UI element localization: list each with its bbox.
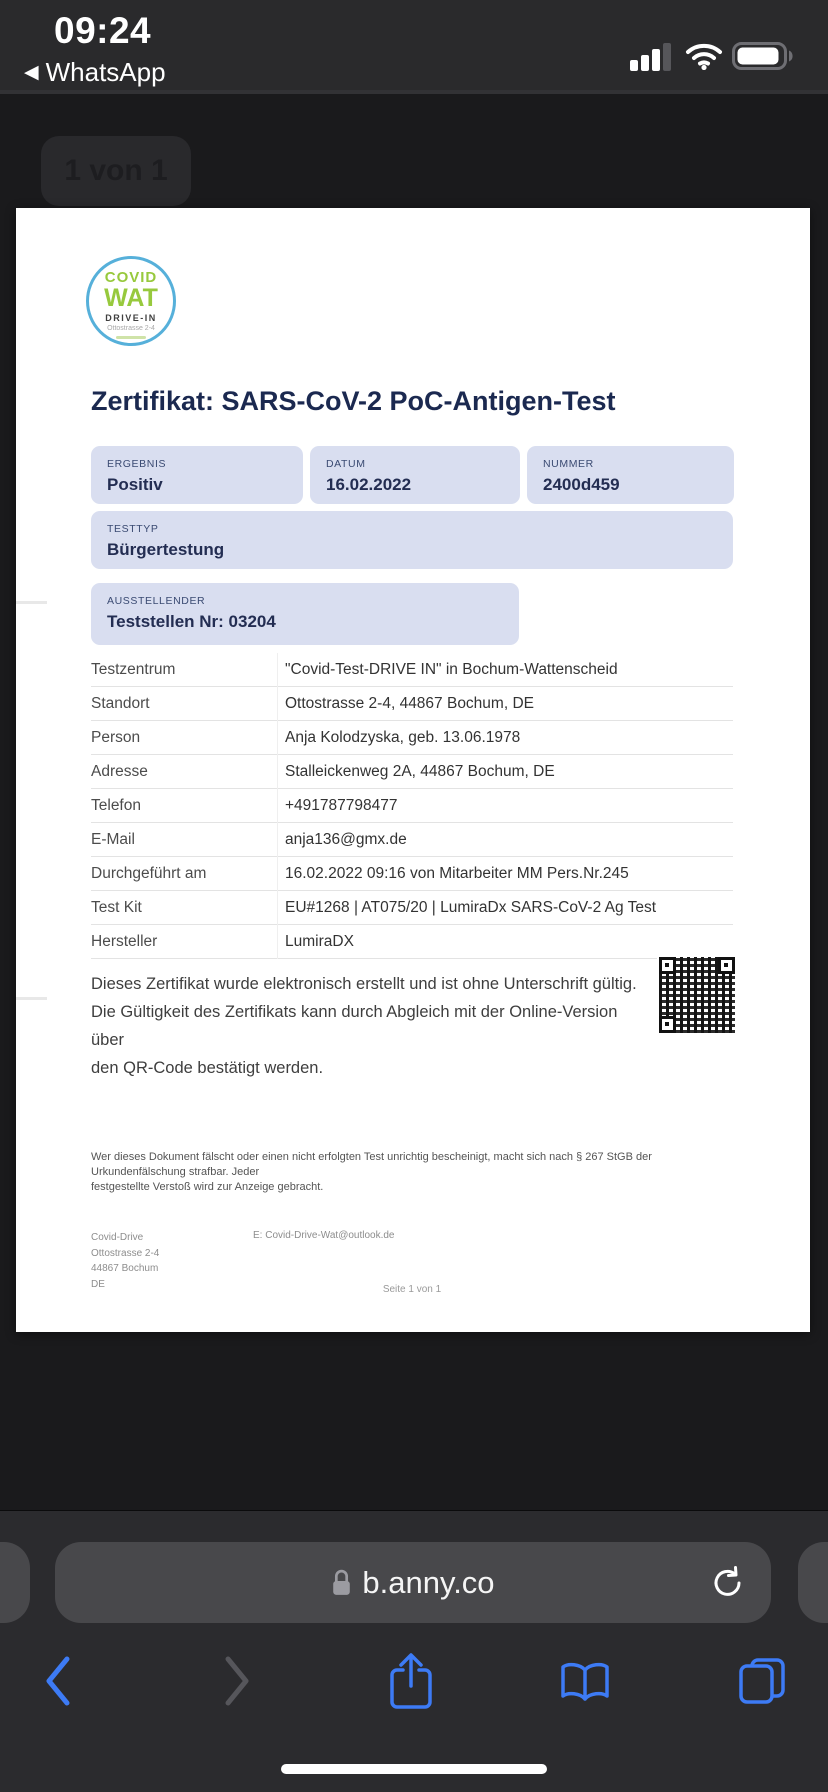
table-row	[91, 687, 733, 721]
row-value: Anja Kolodzyska, geb. 13.06.1978	[285, 728, 521, 746]
chevron-right-icon	[222, 1655, 252, 1707]
row-label: Hersteller	[91, 932, 158, 950]
status-icons	[630, 40, 794, 72]
return-to-app-button[interactable]	[24, 57, 166, 88]
status-time: 09:24	[54, 10, 152, 51]
info-box-row	[91, 446, 734, 504]
row-value: anja136@gmx.de	[285, 830, 407, 848]
back-button[interactable]	[28, 1649, 88, 1713]
share-button[interactable]	[381, 1649, 441, 1713]
footer-address-line: DE	[91, 1278, 105, 1290]
logo-line-covid: COVID	[104, 269, 158, 286]
previous-tab-stub[interactable]	[0, 1542, 30, 1623]
validity-note	[91, 970, 651, 1082]
back-to-app-arrow-icon: ◀	[24, 62, 39, 83]
logo-line-wat: WAT	[104, 284, 158, 312]
reload-button[interactable]	[709, 1564, 747, 1602]
info-box-label: DATUM	[326, 458, 366, 470]
safari-bottom-bar	[0, 1510, 828, 1792]
table-row	[91, 823, 733, 857]
back-to-app-label: WhatsApp	[45, 57, 166, 87]
table-row	[91, 925, 733, 959]
validity-line: Dieses Zertifikat wurde elektronisch erstellt und ist ohne Unterschrift gültig.	[91, 975, 637, 993]
battery-icon	[732, 40, 794, 72]
info-box-nummer	[527, 446, 734, 504]
certificate-title: Zertifikat: SARS-CoV-2 PoC-Antigen-Test	[91, 386, 616, 416]
certificate-document	[16, 208, 810, 1332]
status-bar	[0, 0, 828, 90]
next-tab-stub[interactable]	[798, 1542, 828, 1623]
pdf-page-count-badge	[41, 136, 191, 206]
logo-line-address: Ottostrasse 2-4	[107, 325, 155, 332]
row-label: Adresse	[91, 762, 148, 780]
bookmarks-button[interactable]	[555, 1649, 615, 1713]
footer-page-number: Seite 1 von 1	[382, 1284, 442, 1295]
row-value: LumiraDX	[285, 932, 354, 950]
info-box-ergebnis	[91, 446, 303, 504]
row-value: Stalleickenweg 2A, 44867 Bochum, DE	[285, 762, 555, 780]
row-label: Durchgeführt am	[91, 864, 207, 882]
book-icon	[559, 1658, 611, 1704]
legal-line: Wer dieses Dokument fälscht oder einen nicht erfolgten Test unrichtig bescheinigt, macht sich nach § 267 StGB der Urkundenfälschung strafbar. Jeder	[91, 1151, 652, 1178]
table-row	[91, 653, 733, 687]
address-bar[interactable]	[55, 1542, 771, 1623]
details-table	[91, 653, 733, 959]
row-label: E-Mail	[91, 830, 135, 848]
covid-wat-drive-in-logo	[86, 256, 176, 346]
footer-email: E: Covid-Drive-Wat@outlook.de	[253, 1230, 395, 1241]
qr-finder	[659, 1016, 676, 1033]
lock-icon	[331, 1568, 352, 1597]
url-text: b.anny.co	[362, 1564, 495, 1600]
safari-toolbar	[0, 1643, 828, 1723]
info-box-value: 16.02.2022	[326, 475, 412, 494]
home-indicator[interactable]	[281, 1764, 547, 1774]
logo-line-drivein: DRIVE-IN	[105, 313, 157, 323]
legal-line: festgestellte Verstoß wird zur Anzeige gebracht.	[91, 1181, 324, 1193]
tabs-icon	[736, 1655, 788, 1707]
cellular-signal-icon	[630, 41, 676, 71]
row-label: Testzentrum	[91, 660, 176, 678]
info-box-label: TESTTYP	[107, 523, 159, 535]
info-box-value: Teststellen Nr: 03204	[107, 612, 276, 631]
chevron-left-icon	[43, 1655, 73, 1707]
row-label: Standort	[91, 694, 150, 712]
table-row	[91, 721, 733, 755]
row-label: Person	[91, 728, 141, 746]
footer-address-line: Ottostrasse 2-4	[91, 1247, 160, 1259]
selection-marker	[16, 601, 47, 604]
table-row	[91, 857, 733, 891]
info-box-label: ERGEBNIS	[107, 458, 167, 470]
info-box-testtyp	[91, 511, 733, 569]
row-value: "Covid-Test-DRIVE IN" in Bochum-Wattenscheid	[285, 660, 618, 678]
info-box-label: NUMMER	[543, 458, 594, 470]
logo-website-text	[116, 336, 146, 339]
pdf-page-count-label: 1 von 1	[64, 154, 168, 187]
legal-note	[91, 1150, 733, 1195]
info-box-value: Bürgertestung	[107, 540, 225, 559]
row-value: 16.02.2022 09:16 von Mitarbeiter MM Pers.Nr.245	[285, 864, 629, 882]
table-row	[91, 891, 733, 925]
validity-line: den QR-Code bestätigt werden.	[91, 1059, 324, 1077]
qr-code	[657, 955, 737, 1035]
share-icon	[387, 1650, 435, 1712]
footer-address-line: 44867 Bochum	[91, 1263, 159, 1274]
validity-line: Die Gültigkeit des Zertifikats kann durch Abgleich mit der Online-Version über	[91, 1003, 618, 1049]
footer-address-line: Covid-Drive	[91, 1232, 144, 1243]
row-label: Telefon	[91, 796, 141, 814]
row-value: EU#1268 | AT075/20 | LumiraDx SARS-CoV-2 Ag Test	[285, 898, 657, 916]
info-box-aussteller	[91, 583, 519, 645]
qr-finder	[659, 957, 676, 974]
row-label: Test Kit	[91, 898, 142, 916]
selection-marker	[16, 997, 47, 1000]
toolbar-collapse-strip	[0, 90, 828, 94]
row-value: +491787798477	[285, 796, 398, 814]
table-row	[91, 789, 733, 823]
table-row	[91, 755, 733, 789]
qr-finder	[718, 957, 735, 974]
row-value: Ottostrasse 2-4, 44867 Bochum, DE	[285, 694, 534, 712]
info-box-datum	[310, 446, 520, 504]
info-box-value: 2400d459	[543, 475, 620, 494]
footer-address	[91, 1230, 159, 1292]
wifi-icon	[685, 42, 723, 70]
table-column-divider	[277, 653, 278, 959]
tabs-button[interactable]	[732, 1649, 792, 1713]
info-box-label: AUSSTELLENDER	[107, 595, 206, 607]
reload-icon	[709, 1564, 747, 1602]
info-box-value: Positiv	[107, 475, 163, 494]
forward-button[interactable]	[207, 1649, 267, 1713]
